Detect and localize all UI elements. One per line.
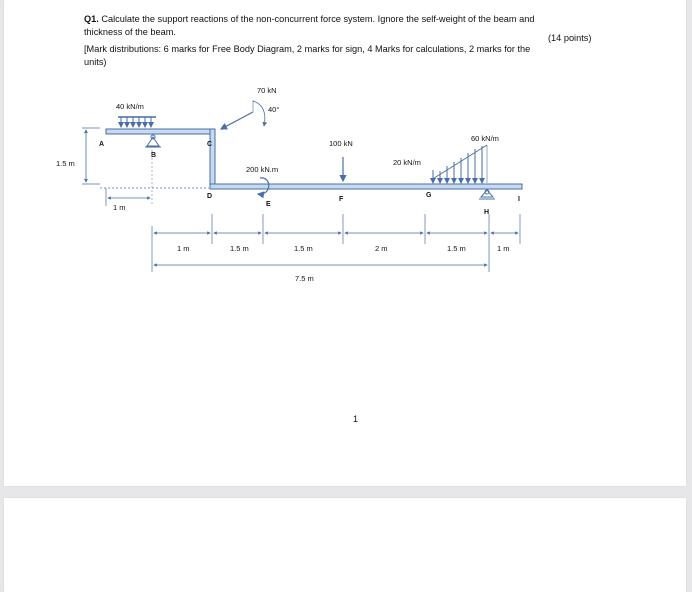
mark-distribution: [Mark distributions: 6 marks for Free Body Diagram, 2 marks for sign, 4 Marks for calculations, 2 marks for the: [84, 44, 531, 54]
dim-seg5: 1.5 m: [447, 244, 466, 253]
label-i: I: [518, 196, 520, 203]
mark-distribution-end: units): [84, 57, 107, 67]
question-line-2: thickness of the beam.: [84, 27, 176, 37]
label-b: B: [151, 152, 157, 159]
label-d: D: [207, 193, 213, 200]
triangular-end-label: 60 kN/m: [471, 134, 499, 143]
question-number: Q1.: [84, 14, 99, 24]
label-a: A: [99, 141, 105, 148]
height-label: 1.5 m: [56, 159, 75, 168]
label-c: C: [207, 141, 213, 148]
label-e: E: [266, 201, 271, 208]
dim-seg4: 2 m: [375, 244, 388, 253]
dimension-chain: [152, 214, 520, 272]
label-h: H: [484, 209, 490, 216]
angle-label: 40°: [268, 105, 280, 114]
left-offset-label: 1 m: [113, 203, 126, 212]
question-points: (14 points): [548, 33, 592, 43]
triangular-load: [431, 145, 487, 183]
point-force-label: 100 kN: [329, 139, 353, 148]
height-dimension: [82, 128, 100, 184]
moment-label: 200 kN.m: [246, 165, 279, 174]
inclined-force-arrow: [221, 112, 253, 129]
label-g: G: [426, 192, 432, 199]
dim-seg3: 1.5 m: [294, 244, 313, 253]
dim-seg6: 1 m: [497, 244, 510, 253]
dim-total: 7.5 m: [295, 274, 314, 283]
roller-support-h: [479, 190, 495, 199]
upper-beam: [106, 129, 214, 134]
label-f: F: [339, 196, 344, 203]
udl-arrows: [118, 116, 156, 127]
vertical-member: [210, 129, 215, 186]
angle-arc: [253, 101, 265, 126]
dim-seg1: 1 m: [177, 244, 190, 253]
dim-seg2: 1.5 m: [230, 244, 249, 253]
lower-beam: [210, 184, 522, 189]
triangular-start-label: 20 kN/m: [393, 158, 421, 167]
udl-label: 40 kN/m: [116, 102, 144, 111]
page-number: 1: [353, 414, 359, 424]
question-text: Calculate the support reactions of the non-concurrent force system. Ignore the self-weight of the beam and: [101, 14, 535, 24]
pin-support-b: [145, 135, 161, 147]
inclined-force-label: 70 kN: [257, 86, 277, 95]
